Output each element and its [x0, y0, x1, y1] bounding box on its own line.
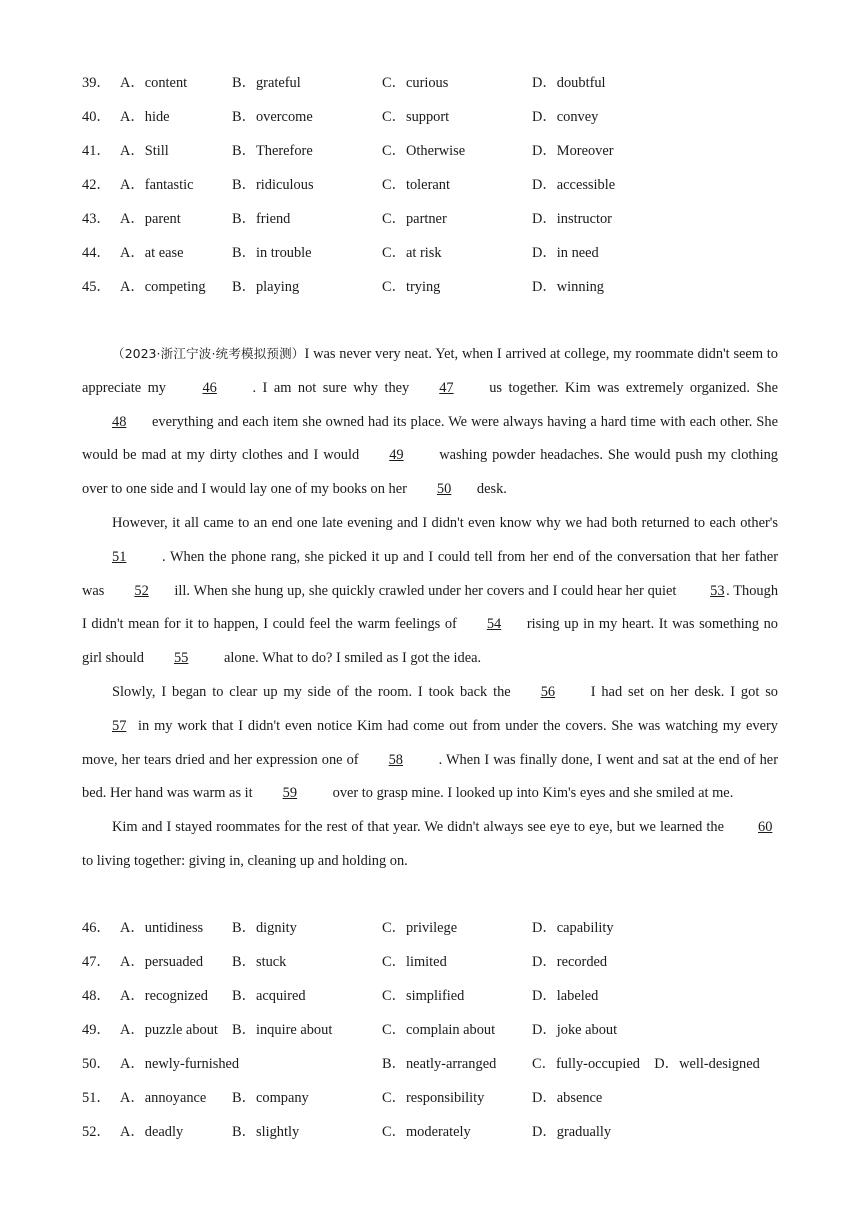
cloze-blank: 51: [112, 548, 127, 565]
option-a: A．parent: [120, 211, 181, 227]
option-a: A．annoyance: [120, 1090, 207, 1106]
cloze-blank: 54: [486, 616, 502, 633]
passage-paragraph: Slowly, I began to clear up my side of the room. I took back the 56 I had set on her desk. I got so 57 in my work that I didn't even notice Kim had come out from under the covers. She was watching my every move, her tears dried and her expression one of 58 . When I was finally done, I went and sat at the end of her bed. Her hand was warm as it 59 over to grasp mine. I looked up into Kim's eyes and she smiled at me.: [82, 676, 778, 811]
question-number: 44．: [82, 245, 111, 261]
question-row: [82, 911, 792, 945]
option-b: B．friend: [232, 211, 291, 227]
cloze-blank: 47: [439, 379, 454, 396]
option-a: A．persuaded: [120, 954, 204, 970]
question-row: [82, 236, 792, 270]
option-c: C．curious: [382, 75, 449, 91]
option-b: B．neatly-arranged: [382, 1056, 497, 1072]
option-a: A．untidiness: [120, 920, 204, 936]
question-number: 45．: [82, 279, 111, 295]
option-b: B．overcome: [232, 109, 313, 125]
question-row: [82, 1115, 792, 1149]
option-a: A．fantastic: [120, 177, 194, 193]
option-b: B．grateful: [232, 75, 301, 91]
option-c: C．trying: [382, 279, 441, 295]
question-row: [82, 1013, 792, 1047]
option-b: B．stuck: [232, 954, 287, 970]
option-d: D．instructor: [532, 211, 612, 227]
cloze-blank: 48: [112, 413, 127, 430]
option-a: A．competing: [120, 279, 206, 295]
option-a: A．newly-furnished: [120, 1056, 240, 1072]
question-row: [82, 979, 792, 1013]
question-number: 41．: [82, 143, 111, 159]
question-number: 51．: [82, 1090, 111, 1106]
option-b: B．inquire about: [232, 1022, 333, 1038]
cloze-blank: 59: [282, 785, 298, 802]
question-row: [82, 1047, 792, 1081]
cloze-blank: 50: [436, 481, 452, 498]
option-a: A．Still: [120, 143, 169, 159]
option-c: C．at risk: [382, 245, 442, 261]
passage-paragraph: However, it all came to an end one late evening and I didn't even know why we had both returned to each other's51 . When the phone rang, she picked it up and I could tell from her end of the conversation that her father was 52 ill. When she hung up, she quickly crawled under her covers and I could hear her quiet 53 . Though I didn't mean for it to happen, I could feel the warm feelings of 54 rising up in my heart. It was something no girl should 55 alone. What to do? I smiled as I got the idea.: [82, 507, 778, 676]
question-number: 46．: [82, 920, 111, 936]
option-c: C．limited: [382, 954, 447, 970]
question-row: [82, 134, 792, 168]
option-d: D．in need: [532, 245, 599, 261]
option-c: C．support: [382, 109, 450, 125]
option-b: B．playing: [232, 279, 300, 295]
question-row: [82, 66, 792, 100]
cloze-blank: 49: [389, 447, 404, 464]
cloze-blank: 53: [710, 582, 725, 599]
option-d: D．convey: [532, 109, 599, 125]
option-c: C．tolerant: [382, 177, 450, 193]
cloze-blank: 56: [540, 683, 556, 700]
option-a: A．at ease: [120, 245, 184, 261]
question-number: 47．: [82, 954, 111, 970]
cloze-blank: 46: [202, 379, 217, 396]
passage-paragraph: （2023·浙江宁波·统考模拟预测）I was never very neat. Yet, when I arrived at college, my roommate didn't seem to appreciate my 46 . I am not sure why they 47 us together. Kim was extremely organized. She48 everything and each item she owned had its place. We were always having a hard time with each other. She would be mad at my dirty clothes and I would 49 washing powder headaches. She would push my clothing over to one side and I would lay one of my books on her 50 desk.: [82, 337, 778, 507]
option-c: C．partner: [382, 211, 447, 227]
option-d: D．joke about: [532, 1022, 618, 1038]
option-b: B．ridiculous: [232, 177, 314, 193]
cloze-blank: 55: [173, 650, 189, 667]
option-b: B．Therefore: [232, 143, 313, 159]
cloze-blank: 58: [388, 751, 403, 768]
question-row: [82, 945, 792, 979]
option-c: C．moderately: [382, 1124, 471, 1140]
option-b: B．in trouble: [232, 245, 312, 261]
option-c: C．Otherwise: [382, 143, 466, 159]
option-c: C．simplified: [382, 988, 465, 1004]
option-d: D．winning: [532, 279, 604, 295]
option-c: C．responsibility: [382, 1090, 485, 1106]
option-d: D．labeled: [532, 988, 599, 1004]
option-d: D．recorded: [532, 954, 608, 970]
question-row: [82, 270, 792, 304]
cloze-passage: [82, 337, 778, 879]
option-c-d: C．fully-occupied D．well-designed: [532, 1056, 760, 1072]
question-number: 52．: [82, 1124, 111, 1140]
option-a: A．recognized: [120, 988, 208, 1004]
option-d: D．Moreover: [532, 143, 614, 159]
option-d: D．gradually: [532, 1124, 612, 1140]
question-row: [82, 100, 792, 134]
option-b: B．company: [232, 1090, 309, 1106]
option-a: A．hide: [120, 109, 170, 125]
option-b: B．slightly: [232, 1124, 300, 1140]
option-a: A．deadly: [120, 1124, 184, 1140]
option-c: C．complain about: [382, 1022, 496, 1038]
passage-paragraph: Kim and I stayed roommates for the rest of that year. We didn't always see eye to eye, but we learned the 60to living together: giving in, cleaning up and holding on.: [82, 811, 778, 879]
question-number: 48．: [82, 988, 111, 1004]
question-row: [82, 1081, 792, 1115]
option-d: D．doubtful: [532, 75, 606, 91]
question-row: [82, 168, 792, 202]
question-number: 39．: [82, 75, 111, 91]
option-a: A．puzzle about: [120, 1022, 218, 1038]
question-number: 40．: [82, 109, 111, 125]
option-d: D．accessible: [532, 177, 616, 193]
source-label: （2023·浙江宁波·统考模拟预测）: [112, 346, 305, 361]
option-d: D．capability: [532, 920, 614, 936]
cloze-blank: 57: [112, 717, 127, 734]
question-number: 49．: [82, 1022, 111, 1038]
question-row: [82, 202, 792, 236]
option-b: B．acquired: [232, 988, 306, 1004]
cloze-blank: 60: [758, 819, 773, 836]
option-b: B．dignity: [232, 920, 297, 936]
question-number: 43．: [82, 211, 111, 227]
option-c: C．privilege: [382, 920, 458, 936]
question-number: 42．: [82, 177, 111, 193]
question-number: 50．: [82, 1056, 111, 1072]
option-a: A．content: [120, 75, 188, 91]
option-d: D．absence: [532, 1090, 603, 1106]
cloze-blank: 52: [134, 582, 149, 599]
